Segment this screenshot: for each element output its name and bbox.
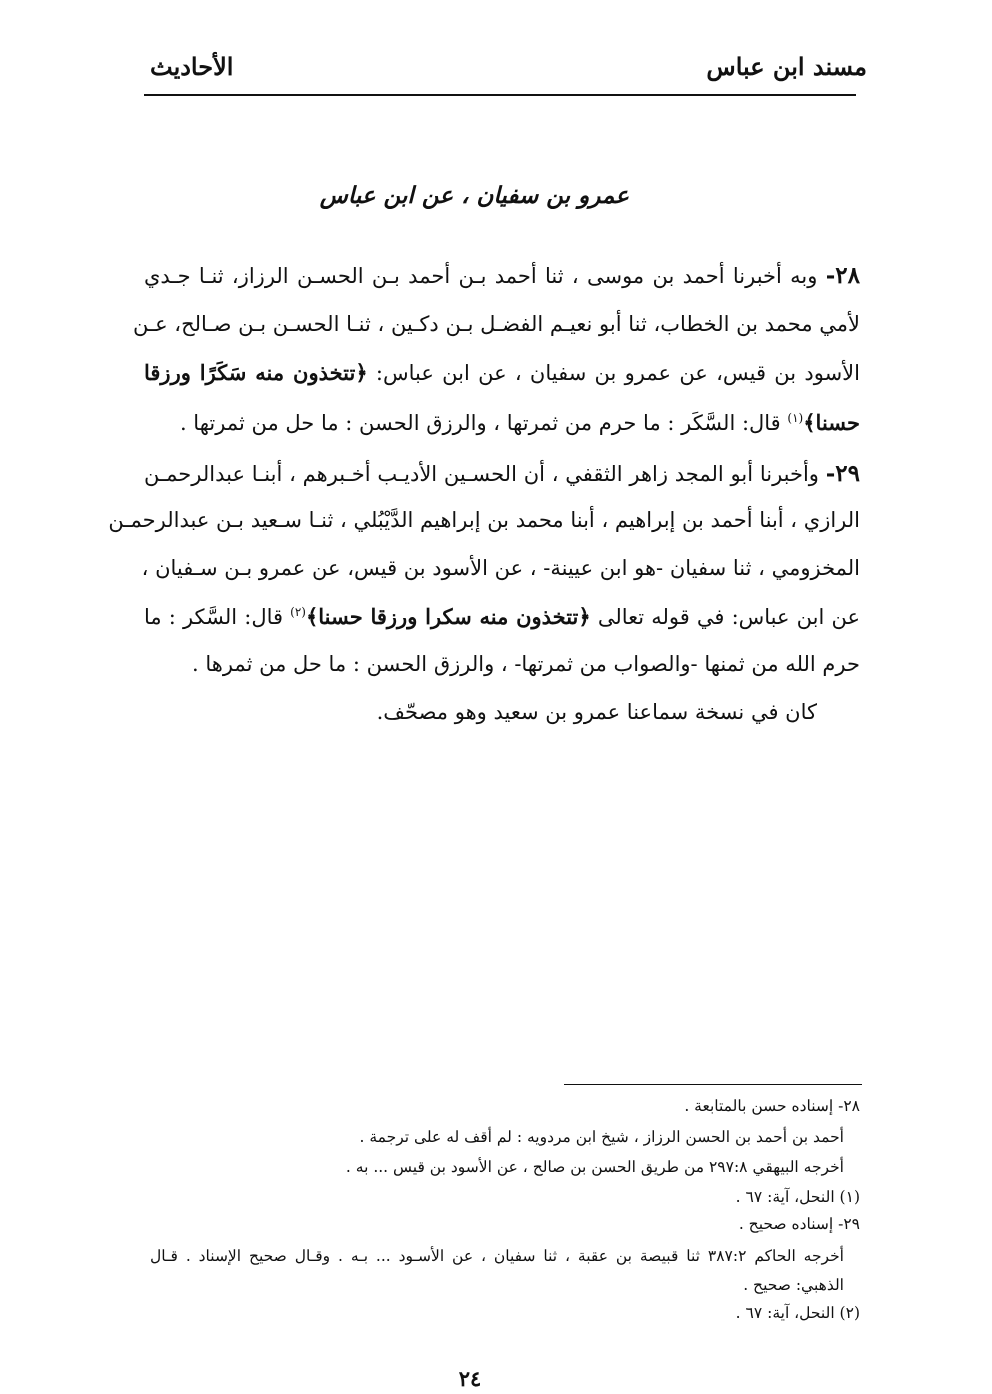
hadith-28-line-3: الأسود بن قيس، عن عمرو بن سفيان ، عن ابن عباس: ﴿تتخذون منه سَكَرًا ورزقا	[144, 360, 860, 385]
page-number: ٢٤	[458, 1366, 482, 1391]
hadith-28-line-2: لأمي محمد بن الخطاب، ثنا أبو نعيـم الفضـل بـن دكـين ، ثنـا الحسـن بـن صـالح، عـن	[132, 312, 860, 336]
editor-note: كان في نسخة سماعنا عمرو بن سعيد وهو مصحّف.	[376, 700, 817, 724]
footnote-ref-2: (٢)	[290, 605, 306, 619]
footnote-rule	[564, 1084, 862, 1085]
footnote-line: ٢٩- إسناده صحيح .	[738, 1215, 860, 1233]
quran-quote: ﴿تتخذون منه سَكَرًا ورزقا	[144, 360, 368, 385]
hadith-number-29: ٢٩-	[825, 460, 860, 487]
hadith-29-line-1: ٢٩- وأخبرنا أبو المجد زاهر الثقفي ، أن الحسـين الأديـب أخـبرهم ، أبنـا عبدالرحمـن	[144, 460, 860, 487]
hadith-29-line-5: حرم الله من ثمنها -والصواب من ثمرتها- ، والرزق الحسن : ما حل من ثمرها .	[192, 652, 860, 676]
hadith-29-line-3: المخزومي ، ثنا سفيان -هو ابن عيينة- ، عن الأسود بن قيس، عن عمرو بـن سـفيان ،	[141, 556, 860, 580]
running-header-book-title: مسند ابن عباس	[706, 52, 867, 81]
section-heading: عمرو بن سفيان ، عن ابن عباس	[319, 182, 629, 209]
running-header-section: الأحاديث	[150, 52, 234, 81]
footnote-line: أخرجه البيهقي ٢٩٧:٨ من طريق الحسن بن صالح ، عن الأسود بن قيس ... به .	[345, 1158, 844, 1176]
footnote-line: (١) النحل، آية: ٦٧ .	[735, 1188, 860, 1206]
footnote-line: أخرجه الحاكم ٣٨٧:٢ ثنا قبيصة بن عقبة ، ثنا سفيان ، عن الأسـود ... بـه . وقـال صحيح الإسناد . قـال	[150, 1247, 844, 1265]
hadith-number-28: ٢٨-	[825, 262, 860, 289]
hadith-28-line-4: حسنا﴾$^{(١)}$ قال: السَّكَر : ما حرم من ثمرتها ، والرزق الحسن : ما حل من ثمرتها .	[179, 410, 860, 435]
hadith-29-line-2: الرازي ، أبنا أحمد بن إبراهيم ، أبنا محمد بن إبراهيم الدَّيْبُلي ، ثنـا سـعيد بـن عبدالرحمـن	[108, 508, 860, 532]
footnote-ref-1: (١)	[787, 411, 804, 425]
footnote-line: ٢٨- إسناده حسن بالمتابعة .	[684, 1097, 860, 1115]
footnote-line: الذهبي: صحيح .	[743, 1276, 844, 1294]
footnote-line: (٢) النحل، آية: ٦٧ .	[735, 1304, 860, 1322]
hadith-28-line-1: ٢٨- وبه أخبرنا أحمد بن موسى ، ثنا أحمد بـن أحمد بـن الحسـن الرزاز، ثنـا جـدي	[144, 262, 860, 289]
hadith-29-line-4: عن ابن عباس: في قوله تعالى ﴿تتخذون منه سكرا ورزقا حسنا﴾$^{(٢)}$ قال: السَّكر : ما	[144, 604, 860, 629]
quran-quote-end: حسنا﴾	[803, 410, 860, 435]
header-rule	[144, 94, 856, 96]
quran-quote: ﴿تتخذون منه سكرا ورزقا حسنا﴾	[305, 604, 591, 629]
footnote-line: أحمد بن أحمد بن الحسن الرزاز ، شيخ ابن مردويه : لم أقف له على ترجمة .	[359, 1128, 844, 1146]
